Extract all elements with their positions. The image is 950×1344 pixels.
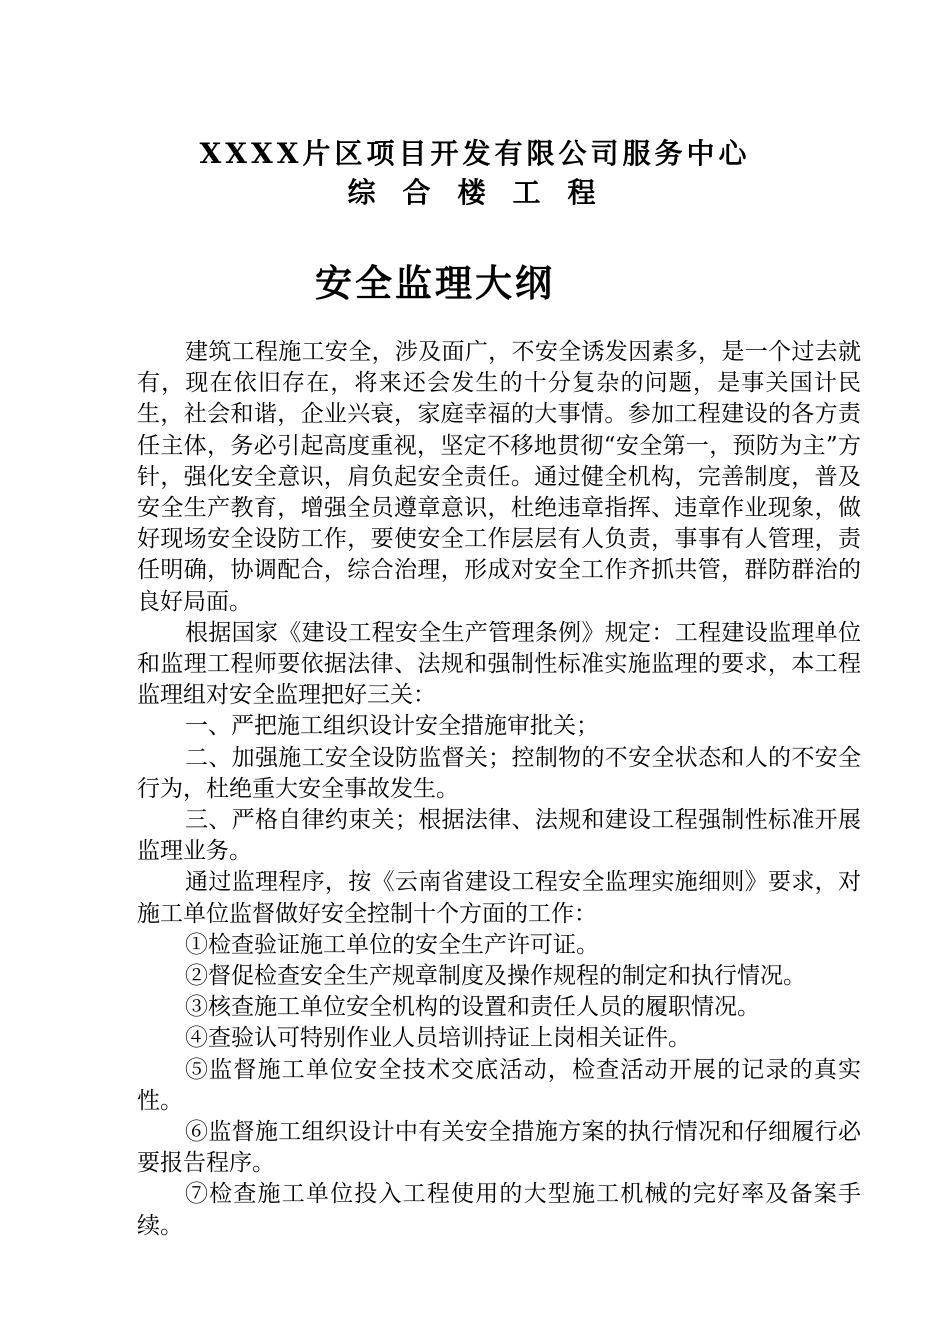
list-item-1: ①检查验证施工单位的安全生产许可证。 <box>185 931 599 958</box>
document-body <box>137 337 861 1242</box>
list-item-4: ④查验认可特别作业人员培训持证上岗相关证件。 <box>185 1025 691 1052</box>
list-item-6: ⑥监督施工组织设计中有关安全措施方案的执行情况和仔细履行必要报告程序。 <box>137 1119 861 1177</box>
list-item-7: ⑦检查施工单位投入工程使用的大型施工机械的完好率及备案手续。 <box>137 1181 861 1239</box>
paragraph-check-2: 二、加强施工安全设防监督关；控制物的不安全状态和人的不安全行为，杜绝重大安全事故发生。 <box>137 744 861 802</box>
paragraph-check-1: 一、严把施工组织设计安全措施审批关； <box>185 713 599 740</box>
list-item-3: ③核查施工单位安全机构的设置和责任人员的履职情况。 <box>185 994 760 1021</box>
paragraph-check-3: 三、严格自律约束关；根据法律、法规和建设工程强制性标准开展监理业务。 <box>137 807 861 865</box>
paragraph-intro: 建筑工程施工安全，涉及面广，不安全诱发因素多，是一个过去就有，现在依旧存在，将来还会发生的十分复杂的问题，是事关国计民生，社会和谐，企业兴衰，家庭幸福的大事情。参加工程建设的各方责任主体，务必引起高度重视，坚定不移地贯彻“安全第一，预防为主”方针，强化安全意识，肩负起安全责任。通过健全机构，完善制度，普及安全生产教育，增强全员遵章意识，杜绝违章指挥、违章作业现象，做好现场安全设防工作，要使安全工作层层有人负责，事事有人管理，责任明确，协调配合，综合治理，形成对安全工作齐抓共管，群防群治的良好局面。 <box>137 339 861 615</box>
organization-title: XXXX片区项目开发有限公司服务中心 <box>199 137 751 170</box>
paragraph-procedure: 通过监理程序，按《云南省建设工程安全监理实施细则》要求，对施工单位监督做好安全控制十个方面的工作： <box>137 869 861 927</box>
list-item-2: ②督促检查安全生产规章制度及操作规程的制定和执行情况。 <box>185 963 806 990</box>
project-title: 综合楼工程 <box>347 176 623 209</box>
paragraph-regulation: 根据国家《建设工程安全生产管理条例》规定：工程建设监理单位和监理工程师要依据法律、法规和强制性标准实施监理的要求，本工程监理组对安全监理把好三关： <box>137 619 861 709</box>
list-item-5: ⑤监督施工单位安全技术交底活动，检查活动开展的记录的真实性。 <box>137 1056 861 1114</box>
document-title: 安全监理大纲 <box>315 261 555 305</box>
